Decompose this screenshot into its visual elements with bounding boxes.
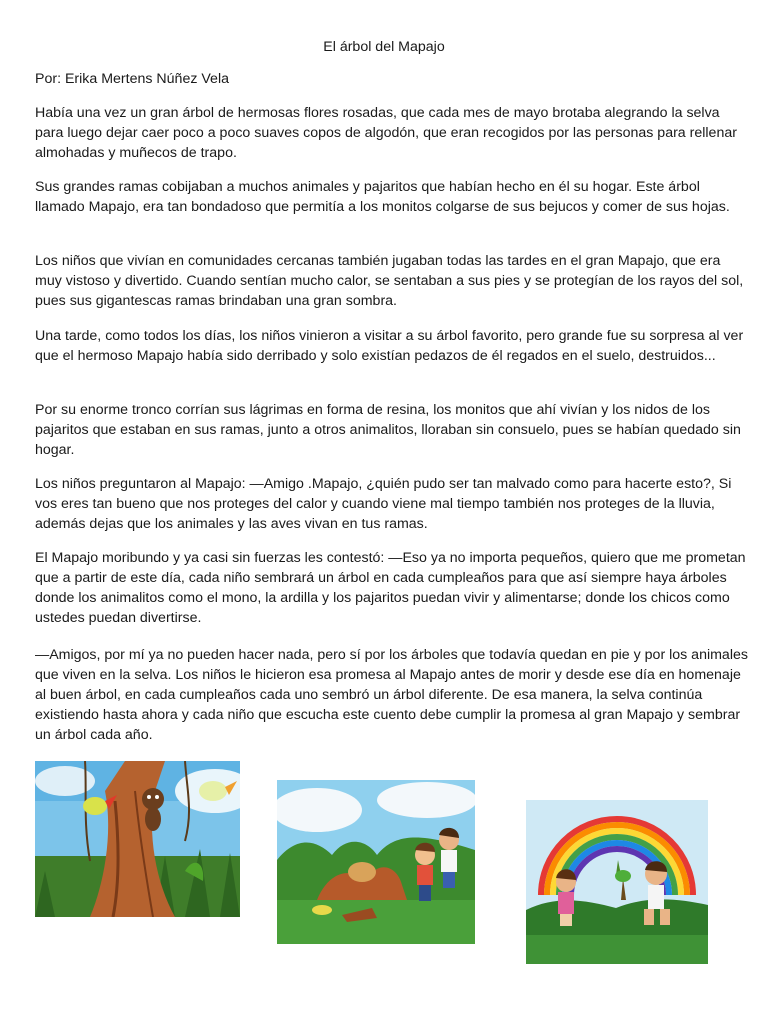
mapajo-tree-with-monkeys-and-birds-illustration	[35, 761, 240, 917]
paragraph-4: Una tarde, como todos los días, los niños vinieron a visitar a su árbol favorito, pero grande fue su sorpresa al ver que el hermoso Mapajo había sido derribado y solo existían pedazos de él regados en el suelo, destruidos...	[35, 328, 744, 364]
paragraph-6: Los niños preguntaron al Mapajo: —Amigo .Mapajo, ¿quién pudo ser tan malvado como para hacerte esto?, Si vos eres tan bueno que nos proteges del calor y cuando viene mal tiempo también nos proteges de la lluvia, además dejas que los animales y las aves vivan en tus ramas.	[35, 476, 732, 532]
paragraph-1: Había una vez un gran árbol de hermosas flores rosadas, que cada mes de mayo brotaba alegrando la selva para luego dejar caer poco a poco suaves copos de algodón, que eran recogidos por las personas para rellenar almohadas y muñecos de trapo.	[35, 105, 737, 161]
paragraph-7: El Mapajo moribundo y ya casi sin fuerzas les contestó: —Eso ya no importa pequeños, quiero que me prometan que a partir de este día, cada niño sembrará un árbol en cada cumpleaños para que así siempre haya árboles donde los animalitos como el mono, la ardilla y los pajaritos puedan vivir y alimentarse; donde los chicos como ustedes puedan divertirse.	[35, 550, 746, 626]
author-line: Por: Erika Mertens Núñez Vela	[35, 71, 229, 87]
fallen-tree-with-children-illustration	[277, 780, 475, 944]
children-planting-under-rainbow-illustration	[526, 800, 708, 964]
paragraph-8: —Amigos, por mí ya no pueden hacer nada, pero sí por los árboles que todavía quedan en pie y por los animales que viven en la selva. Los niños le hicieron esa promesa al Mapajo antes de morir y desde ese día en homenaje al buen árbol, en cada cumpleaños cada uno sembró un árbol diferente. De esa manera, la selva continúa existiendo hasta ahora y cada niño que escucha este cuento debe cumplir la promesa al gran Mapajo y sembrar un árbol cada año.	[35, 647, 748, 743]
document-title: El árbol del Mapajo	[323, 39, 445, 55]
paragraph-5: Por su enorme tronco corrían sus lágrimas en forma de resina, los monitos que ahí vivían y los nidos de los pajaritos que estaban en sus ramas, junto a otros animalitos, lloraban sin consuelo, pues se habían quedado sin hogar.	[35, 402, 741, 458]
paragraph-3: Los niños que vivían en comunidades cercanas también jugaban todas las tardes en el gran Mapajo, que era muy vistoso y divertido. Cuando sentían mucho calor, se sentaban a sus pies y se protegían de los rayos del sol, pues sus gigantescas ramas brindaban una gran sombra.	[35, 253, 744, 309]
paragraph-2: Sus grandes ramas cobijaban a muchos animales y pajaritos que habían hecho en él su hogar. Este árbol llamado Mapajo, era tan bondadoso que permitía a los monitos colgarse de sus bejucos y comer de sus hojas.	[35, 179, 730, 215]
